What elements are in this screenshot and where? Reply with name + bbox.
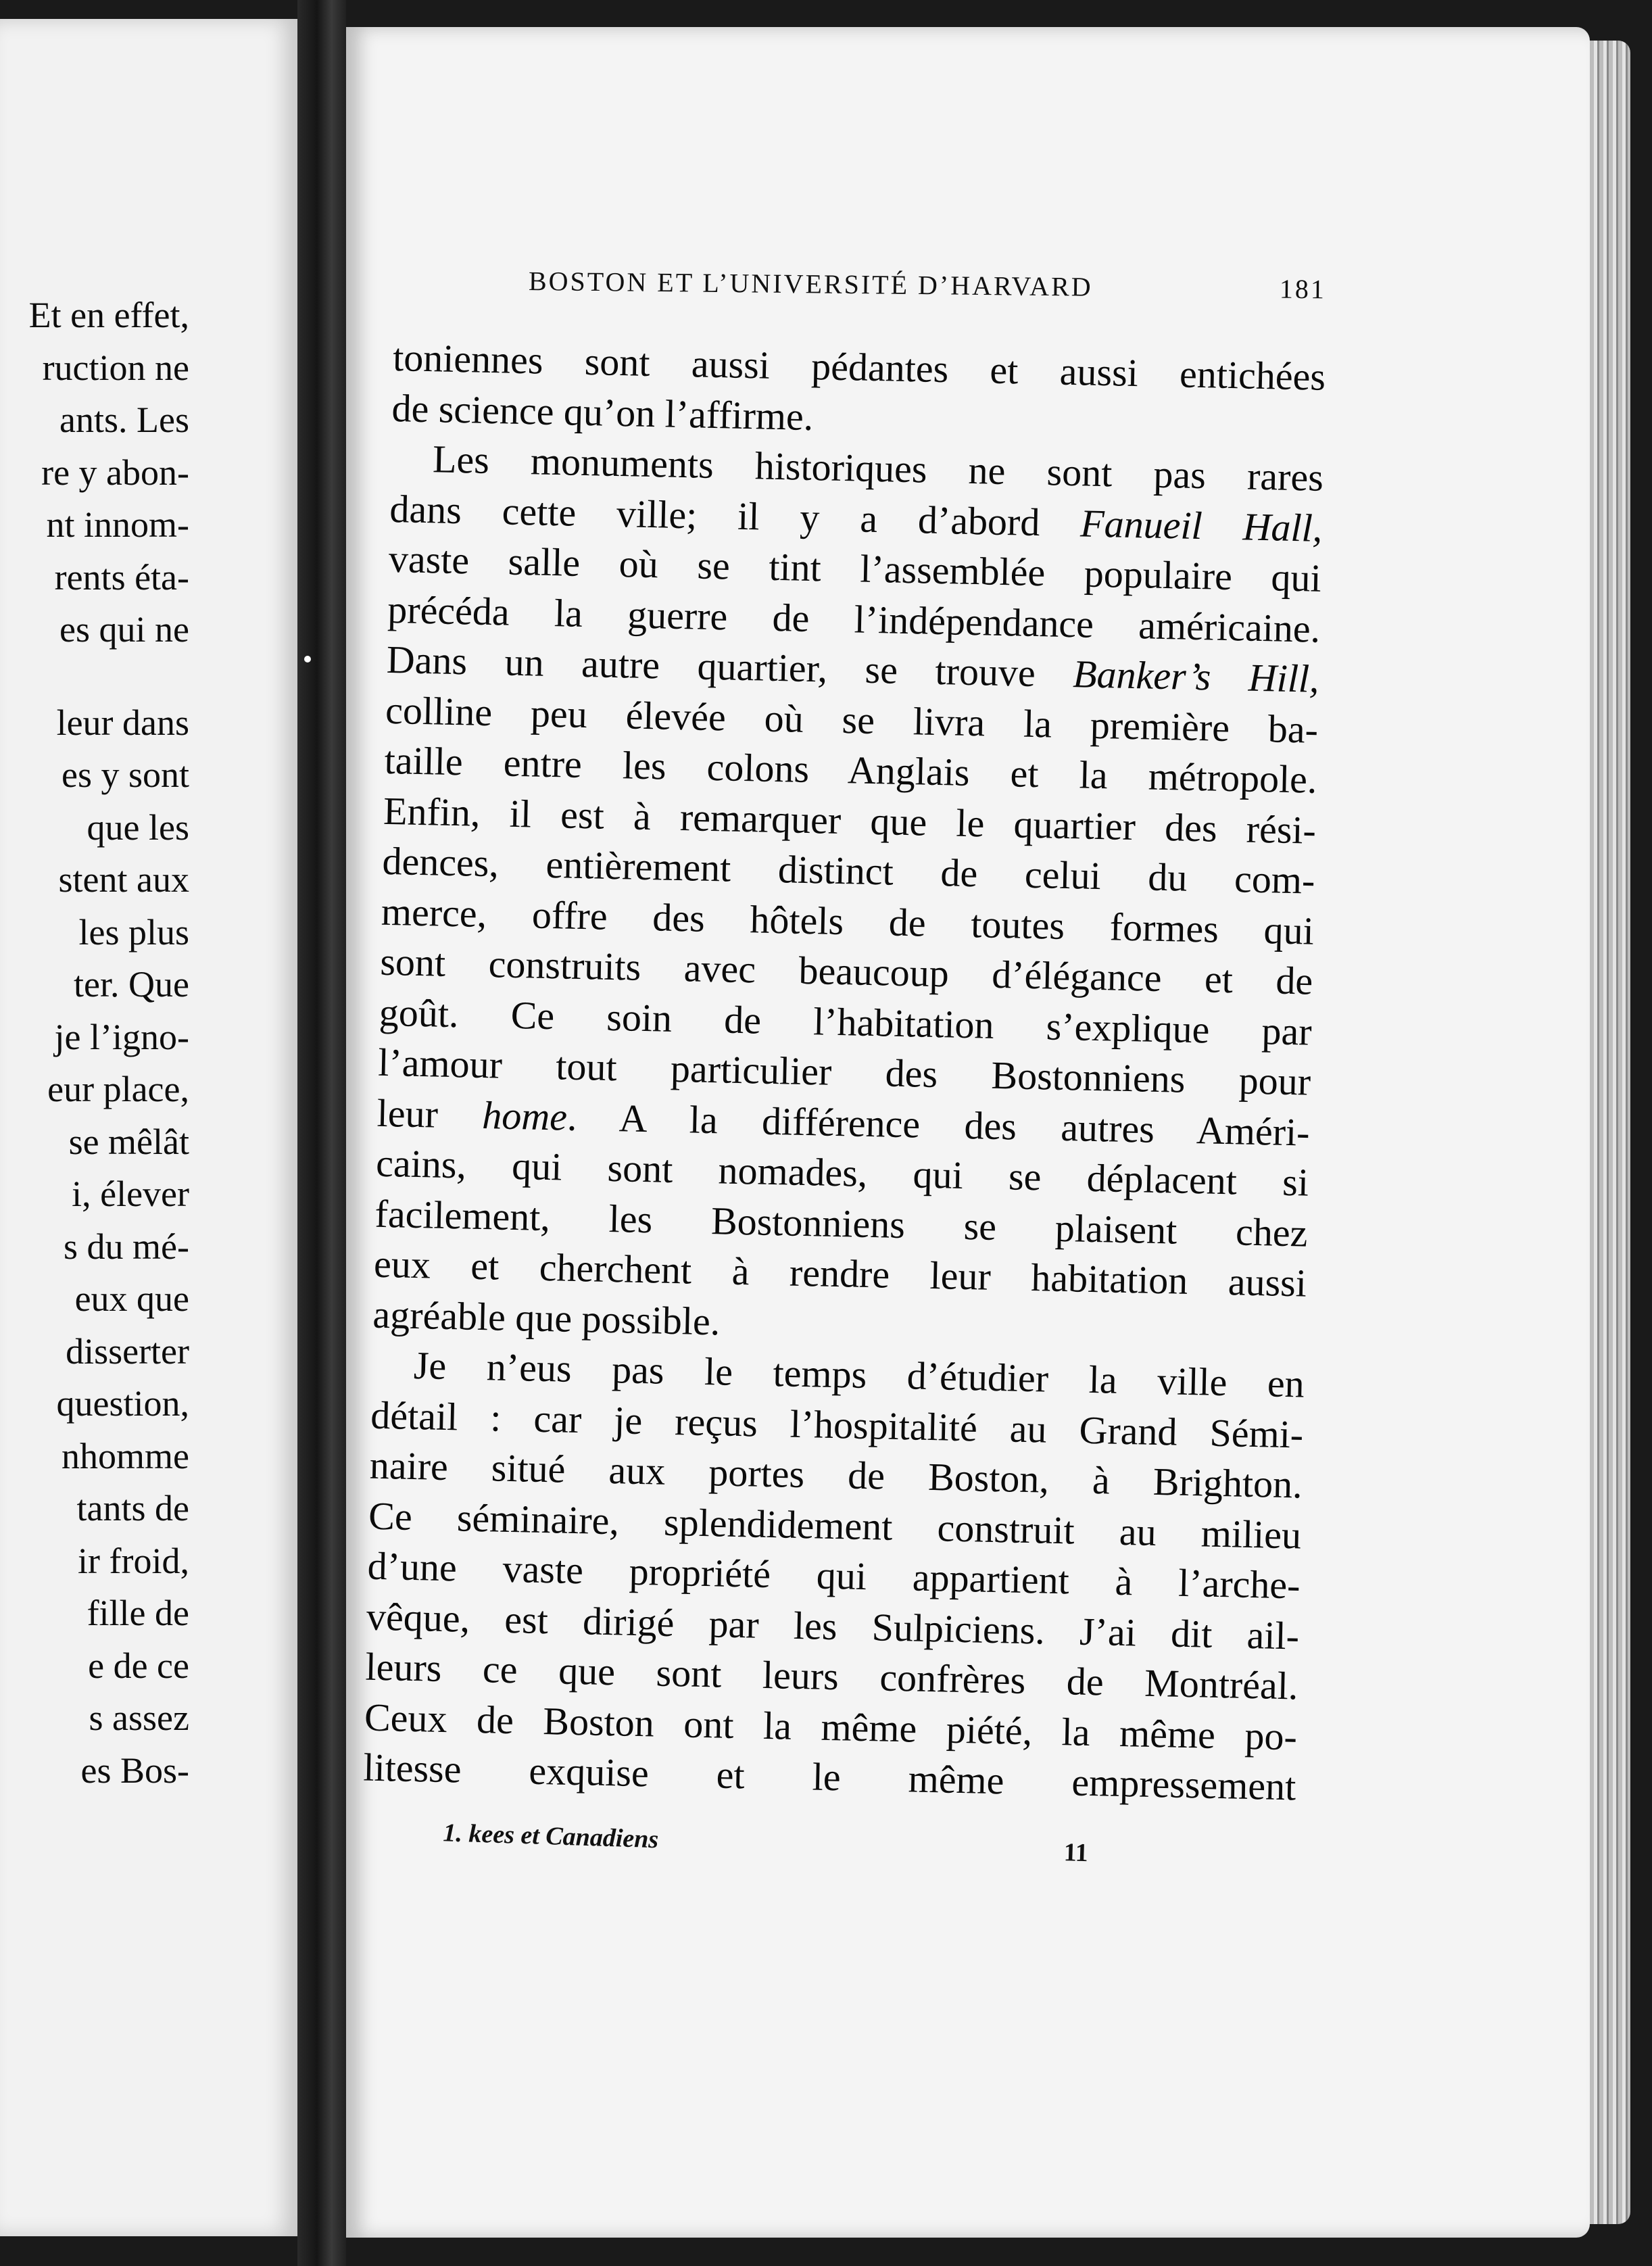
italic-text: Banker’s Hill,	[1072, 652, 1320, 701]
text-segment: leur	[376, 1090, 483, 1137]
left-page-line: Et en effet,	[28, 295, 189, 335]
left-page-line: que les	[87, 806, 189, 848]
text-line: dences, entièrement distinct de celui du com-	[381, 838, 1316, 902]
left-page-line: s du mé-	[64, 1226, 189, 1267]
text-line: Je n’eus pas le temps d’étudier la ville en	[413, 1343, 1305, 1406]
left-page-line: es qui ne	[59, 609, 189, 650]
page-number: 181	[1279, 273, 1327, 305]
text-segment: dans cette ville; il y a d’abord	[389, 486, 1082, 545]
text-line: Ce séminaire, splendidement construit au milieu	[368, 1493, 1302, 1558]
left-page-line: ants. Les	[59, 400, 189, 440]
text-line: vaste salle où se tint l’assemblée populaire qui	[388, 536, 1322, 600]
left-page-line: disserter	[66, 1330, 189, 1372]
left-page-line: re y abon-	[41, 452, 189, 493]
running-head-title: BOSTON ET L’UNIVERSITÉ D’HARVARD	[528, 266, 1093, 302]
text-line: Les monuments historiques ne sont pas rares	[432, 437, 1324, 500]
running-head	[529, 265, 1475, 307]
text-line: agréable que possible.	[372, 1292, 721, 1343]
text-line: toniennes sont aussi pédantes et aussi entichées	[392, 335, 1326, 399]
left-page-line: question,	[56, 1383, 189, 1424]
signature-footer	[361, 1805, 1322, 1885]
text-line: facilement, les Bostonniens se plaisent chez	[374, 1191, 1309, 1255]
text-line: leurs ce que sont leurs confrères de Montréal.	[364, 1644, 1299, 1708]
left-page-line: je l’igno-	[54, 1016, 189, 1057]
text-line: eux et cherchent à rendre leur habitation aussi	[373, 1241, 1307, 1305]
signature-number: 11	[1063, 1837, 1089, 1867]
left-page-line: ir froid,	[78, 1540, 189, 1581]
text-line: précéda la guerre de l’indépendance américaine.	[387, 587, 1321, 651]
text-line: litesse exquise et le même empressement	[362, 1745, 1296, 1809]
left-page-line: tants de	[76, 1488, 189, 1528]
left-page-line: eux que	[74, 1278, 189, 1319]
left-page-line: rents éta-	[54, 556, 189, 598]
left-page	[0, 19, 297, 2236]
text-line: l’amour tout particulier des Bostonniens pour	[377, 1040, 1311, 1104]
text-line: cains, qui sont nomades, qui se déplacent si	[375, 1140, 1309, 1205]
text-line: naire situé aux portes de Boston, à Brighton.	[369, 1443, 1303, 1507]
text-line: détail : car je reçus l’hospitalité au Grand Sémi-	[370, 1393, 1304, 1457]
text-line: d’une vaste propriété qui appartient à l’arche-	[367, 1543, 1301, 1608]
left-page-line: se mêlât	[68, 1121, 189, 1162]
left-page-line: s assez	[89, 1697, 189, 1738]
text-line: vêque, est dirigé par les Sulpiciens. J’ai dit ail-	[366, 1594, 1300, 1658]
book-gutter	[297, 0, 346, 2266]
text-line: goût. Ce soin de l’habitation s’explique par	[379, 990, 1313, 1054]
body-text	[362, 333, 1326, 1867]
text-segment: . A la différence des autres Améri-	[566, 1094, 1311, 1155]
text-line: Enfin, il est à remarquer que le quartier des rési-	[383, 788, 1317, 852]
left-page-line: stent aux	[58, 859, 189, 900]
left-page-line: es y sont	[62, 754, 189, 795]
text-line: merce, offre des hôtels de toutes formes qui	[381, 889, 1315, 953]
text-line: colline peu élevée où se livra la première ba-	[385, 688, 1319, 752]
signature-mark: 1. kees et Canadiens	[442, 1818, 659, 1854]
paper-spot	[304, 656, 311, 662]
left-page-line: i, élever	[72, 1174, 189, 1214]
text-line: de science qu’on l’affirme.	[391, 385, 814, 439]
italic-text: Fanueil Hall,	[1079, 500, 1323, 550]
left-page-line: e de ce	[88, 1645, 189, 1686]
left-page-line: ruction ne	[42, 347, 189, 388]
left-page-line: ter. Que	[74, 964, 189, 1005]
left-page-line: es Bos-	[80, 1750, 189, 1791]
text-line: taille entre les colons Anglais et la métropole.	[384, 738, 1318, 802]
left-page-line: nhomme	[62, 1435, 189, 1476]
right-page	[346, 27, 1590, 2238]
text-segment: Dans un autre quartier, se trouve	[386, 637, 1073, 696]
left-page-line: les plus	[78, 911, 189, 953]
left-page-line: fille de	[87, 1593, 189, 1633]
left-page-line: eur place,	[47, 1069, 189, 1109]
italic-text: home	[481, 1092, 568, 1139]
page-edges	[1590, 41, 1630, 2224]
left-page-line: leur dans	[56, 702, 189, 743]
left-page-text	[0, 289, 189, 1797]
text-line: Ceux de Boston ont la même piété, la même po-	[364, 1695, 1298, 1758]
left-page-line: nt innom-	[46, 504, 189, 545]
text-line: sont construits avec beaucoup d’élégance et de	[379, 939, 1313, 1003]
